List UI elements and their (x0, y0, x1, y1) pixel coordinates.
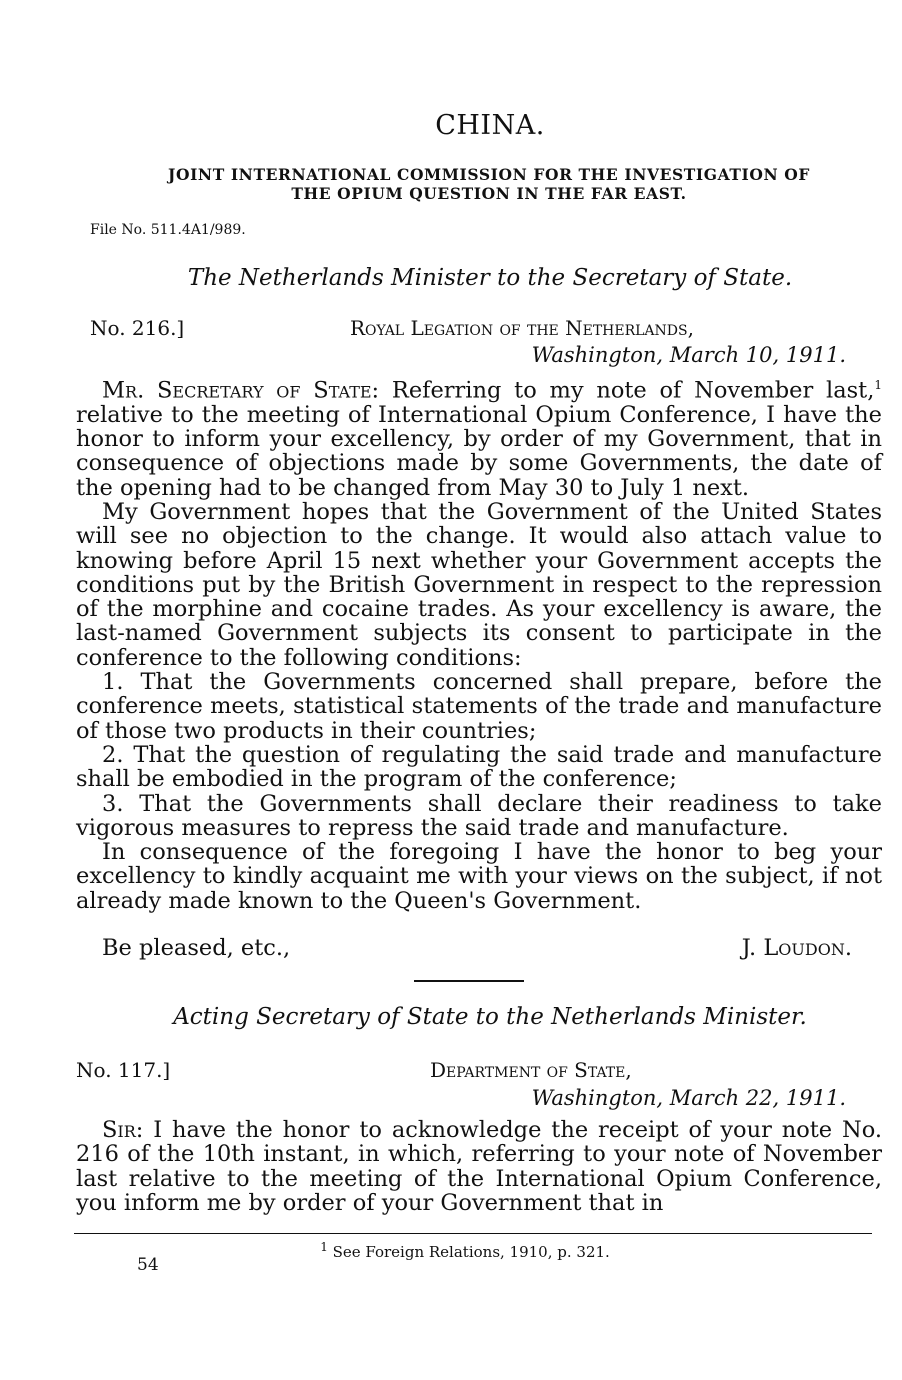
letter1-number: No. 216.] (90, 316, 185, 340)
letter2-date: Washington, March 22, 1911. (531, 1086, 846, 1110)
file-number: File No. 511.4A1/989. (90, 222, 246, 238)
letter1-condition-2: 2. That the question of regulating the said trade and manufacture shall be embodied in the program of the conference; (76, 741, 882, 793)
subtitle-line-1: JOINT INTERNATIONAL COMMISSION FOR THE INVESTIGATION OF (168, 165, 810, 184)
letter1-closing: Be pleased, etc., (102, 935, 291, 961)
letter2-place: Department of State, (430, 1058, 632, 1082)
footnote: $^1$ See Foreign Relations, 1910, p. 321. (320, 1240, 610, 1261)
letter1-heading: The Netherlands Minister to the Secretary of State. (187, 265, 793, 291)
page-number: 54 (137, 1255, 159, 1275)
letter1-place: Royal Legation of the Netherlands, (350, 316, 694, 340)
section-divider (414, 980, 524, 982)
letter1-paragraph-2: My Government hopes that the Government of the United States will see no objection to the change. It would also attach value to knowing before April 15 next whether your Government accepts the conditions put by the British Government in respect to the repression of the morphine and cocaine trades. As your excellency is aware, the last-named Government subjects its consent to participate in the conference to the following conditions: (76, 498, 882, 671)
letter2-salutation: Sir (102, 1117, 136, 1143)
letter2-heading: Acting Secretary of State to the Netherlands Minister. (173, 1004, 807, 1030)
letter1-condition-3: 3. That the Governments shall declare their readiness to take vigorous measures to repress the said trade and manufacture. (76, 790, 882, 841)
footnote-reference: 1 (874, 378, 882, 392)
letter2-paragraph-1: Sir: I have the honor to acknowledge the receipt of your note No. 216 of the 10th instant, in which, referring to your note of November last relative to the meeting of the International Opium Conference, you inform me by order of your Government that in (76, 1117, 882, 1216)
document-title: CHINA. (435, 110, 545, 141)
letter1-date: Washington, March 10, 1911. (531, 343, 846, 367)
letter1-salutation: Mr. Secretary of State (102, 377, 372, 404)
letter1-signature: J. Loudon. (741, 935, 852, 961)
letter2-number: No. 117.] (76, 1058, 171, 1082)
letter1-condition-1: 1. That the Governments concerned shall prepare, before the conference meets, statistical statements of the trade and manufacture of those two products in their countries; (76, 669, 882, 744)
letter1-paragraph-1: Mr. Secretary of State: Referring to my note of November last,$^1$ relative to the meeting of International Opium Conference, I have the honor to inform your excellency, by order of my Government, that in consequence of objections made by some Governments, the date of the opening had to be changed from May 30 to July 1 next. (76, 377, 882, 501)
subtitle-line-2: THE OPIUM QUESTION IN THE FAR EAST. (291, 184, 687, 203)
letter1-paragraph-3: In consequence of the foregoing I have the honor to beg your excellency to kindly acquaint me with your views on the subject, if not already made known to the Queen's Government. (76, 839, 882, 914)
letter2-body (76, 1118, 882, 1215)
letter1-body (76, 373, 882, 913)
document-subtitle (86, 165, 892, 203)
footnote-rule (74, 1233, 872, 1234)
